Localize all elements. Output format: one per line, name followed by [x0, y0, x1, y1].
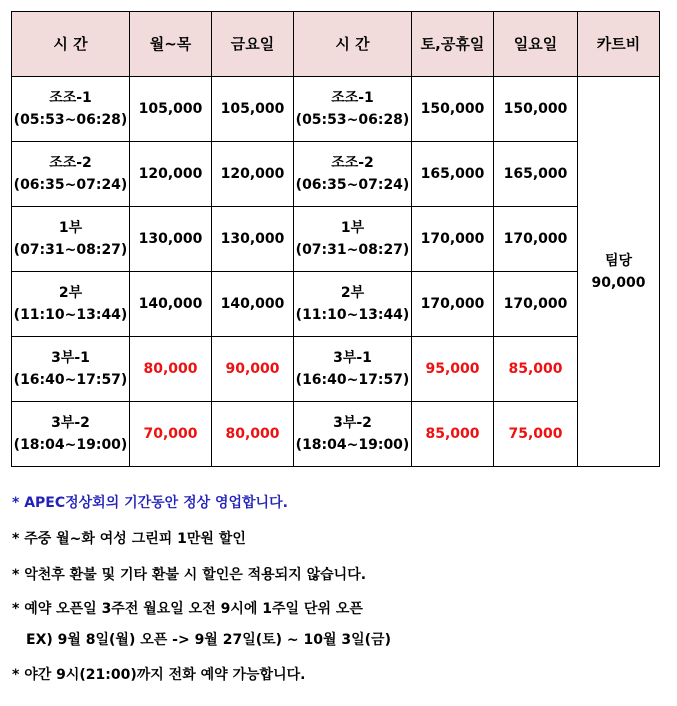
table-row [12, 272, 660, 337]
time-cell-weekday [12, 337, 130, 402]
price-sat-holiday: 170,000 [412, 207, 494, 272]
price-sat-holiday: 170,000 [412, 272, 494, 337]
time-slot-range: (05:53~06:28) [295, 112, 410, 128]
time-slot-range: (06:35~07:24) [295, 177, 410, 193]
cart-fee-cell [578, 77, 660, 467]
price-mon-thu: 70,000 [130, 402, 212, 467]
time-slot-range: (16:40~17:57) [13, 372, 128, 388]
time-slot-name: 3부-2 [51, 415, 90, 431]
time-cell-weekend [294, 142, 412, 207]
price-mon-thu: 140,000 [130, 272, 212, 337]
header-cart-fee: 카트비 [578, 12, 660, 77]
time-cell-weekend [294, 272, 412, 337]
price-friday: 130,000 [212, 207, 294, 272]
price-sunday: 170,000 [494, 207, 578, 272]
table-row [12, 402, 660, 467]
price-friday: 140,000 [212, 272, 294, 337]
price-sat-holiday: 165,000 [412, 142, 494, 207]
price-friday: 120,000 [212, 142, 294, 207]
time-slot-range: (11:10~13:44) [295, 307, 410, 323]
time-slot-name: 2부 [340, 285, 365, 301]
table-row [12, 337, 660, 402]
time-cell-weekday [12, 402, 130, 467]
cart-fee-value: 90,000 [591, 274, 646, 291]
table-row [12, 142, 660, 207]
price-sunday: 170,000 [494, 272, 578, 337]
time-slot-range: (06:35~07:24) [13, 177, 128, 193]
header-friday: 금요일 [212, 12, 294, 77]
cart-fee-label: 팀당 [604, 252, 633, 269]
time-cell-weekday [12, 207, 130, 272]
time-slot-name: 3부-1 [51, 350, 90, 366]
time-slot-name: 2부 [58, 285, 83, 301]
price-sunday: 75,000 [494, 402, 578, 467]
header-sat-holiday: 토,공휴일 [412, 12, 494, 77]
time-slot-range: (11:10~13:44) [13, 307, 128, 323]
price-sat-holiday: 95,000 [412, 337, 494, 402]
price-sunday: 165,000 [494, 142, 578, 207]
green-fee-table [11, 11, 660, 467]
time-slot-name: 3부-1 [333, 350, 372, 366]
header-time-weekend: 시 간 [294, 12, 412, 77]
time-slot-name: 조조-1 [331, 90, 374, 106]
note-apec: * APEC정상회의 기간동안 정상 영업합니다. [12, 495, 288, 511]
time-cell-weekday [12, 272, 130, 337]
price-friday: 90,000 [212, 337, 294, 402]
table-row [12, 207, 660, 272]
time-cell-weekend [294, 402, 412, 467]
time-cell-weekend [294, 207, 412, 272]
price-friday: 80,000 [212, 402, 294, 467]
time-cell-weekend [294, 77, 412, 142]
table-row [12, 77, 660, 142]
time-cell-weekday [12, 77, 130, 142]
price-mon-thu: 130,000 [130, 207, 212, 272]
price-mon-thu: 80,000 [130, 337, 212, 402]
price-mon-thu: 105,000 [130, 77, 212, 142]
time-slot-name: 1부 [58, 220, 83, 236]
price-sunday: 85,000 [494, 337, 578, 402]
note-phone-reservation: * 야간 9시(21:00)까지 전화 예약 가능합니다. [12, 667, 306, 683]
time-cell-weekday [12, 142, 130, 207]
header-mon-thu: 월~목 [130, 12, 212, 77]
header-time-weekday: 시 간 [12, 12, 130, 77]
time-slot-name: 조조-2 [49, 155, 92, 171]
price-mon-thu: 120,000 [130, 142, 212, 207]
header-sunday: 일요일 [494, 12, 578, 77]
price-friday: 105,000 [212, 77, 294, 142]
note-refund-policy: * 악천후 환불 및 기타 환불 시 할인은 적용되지 않습니다. [12, 567, 367, 583]
time-slot-range: (07:31~08:27) [295, 242, 410, 258]
price-sat-holiday: 85,000 [412, 402, 494, 467]
price-sat-holiday: 150,000 [412, 77, 494, 142]
time-slot-range: (18:04~19:00) [295, 437, 410, 453]
note-reservation-open: * 예약 오픈일 3주전 월요일 오전 9시에 1주일 단위 오픈 [12, 601, 363, 617]
time-slot-name: 조조-1 [49, 90, 92, 106]
time-cell-weekend [294, 337, 412, 402]
note-reservation-example: EX) 9월 8일(월) 오픈 -> 9월 27일(토) ~ 10월 3일(금) [26, 632, 391, 648]
time-slot-name: 1부 [340, 220, 365, 236]
time-slot-range: (16:40~17:57) [295, 372, 410, 388]
table-header-row [12, 12, 660, 77]
time-slot-name: 3부-2 [333, 415, 372, 431]
time-slot-range: (18:04~19:00) [13, 437, 128, 453]
note-women-discount: * 주중 월~화 여성 그린피 1만원 할인 [12, 531, 246, 547]
time-slot-range: (05:53~06:28) [13, 112, 128, 128]
time-slot-range: (07:31~08:27) [13, 242, 128, 258]
time-slot-name: 조조-2 [331, 155, 374, 171]
price-sunday: 150,000 [494, 77, 578, 142]
